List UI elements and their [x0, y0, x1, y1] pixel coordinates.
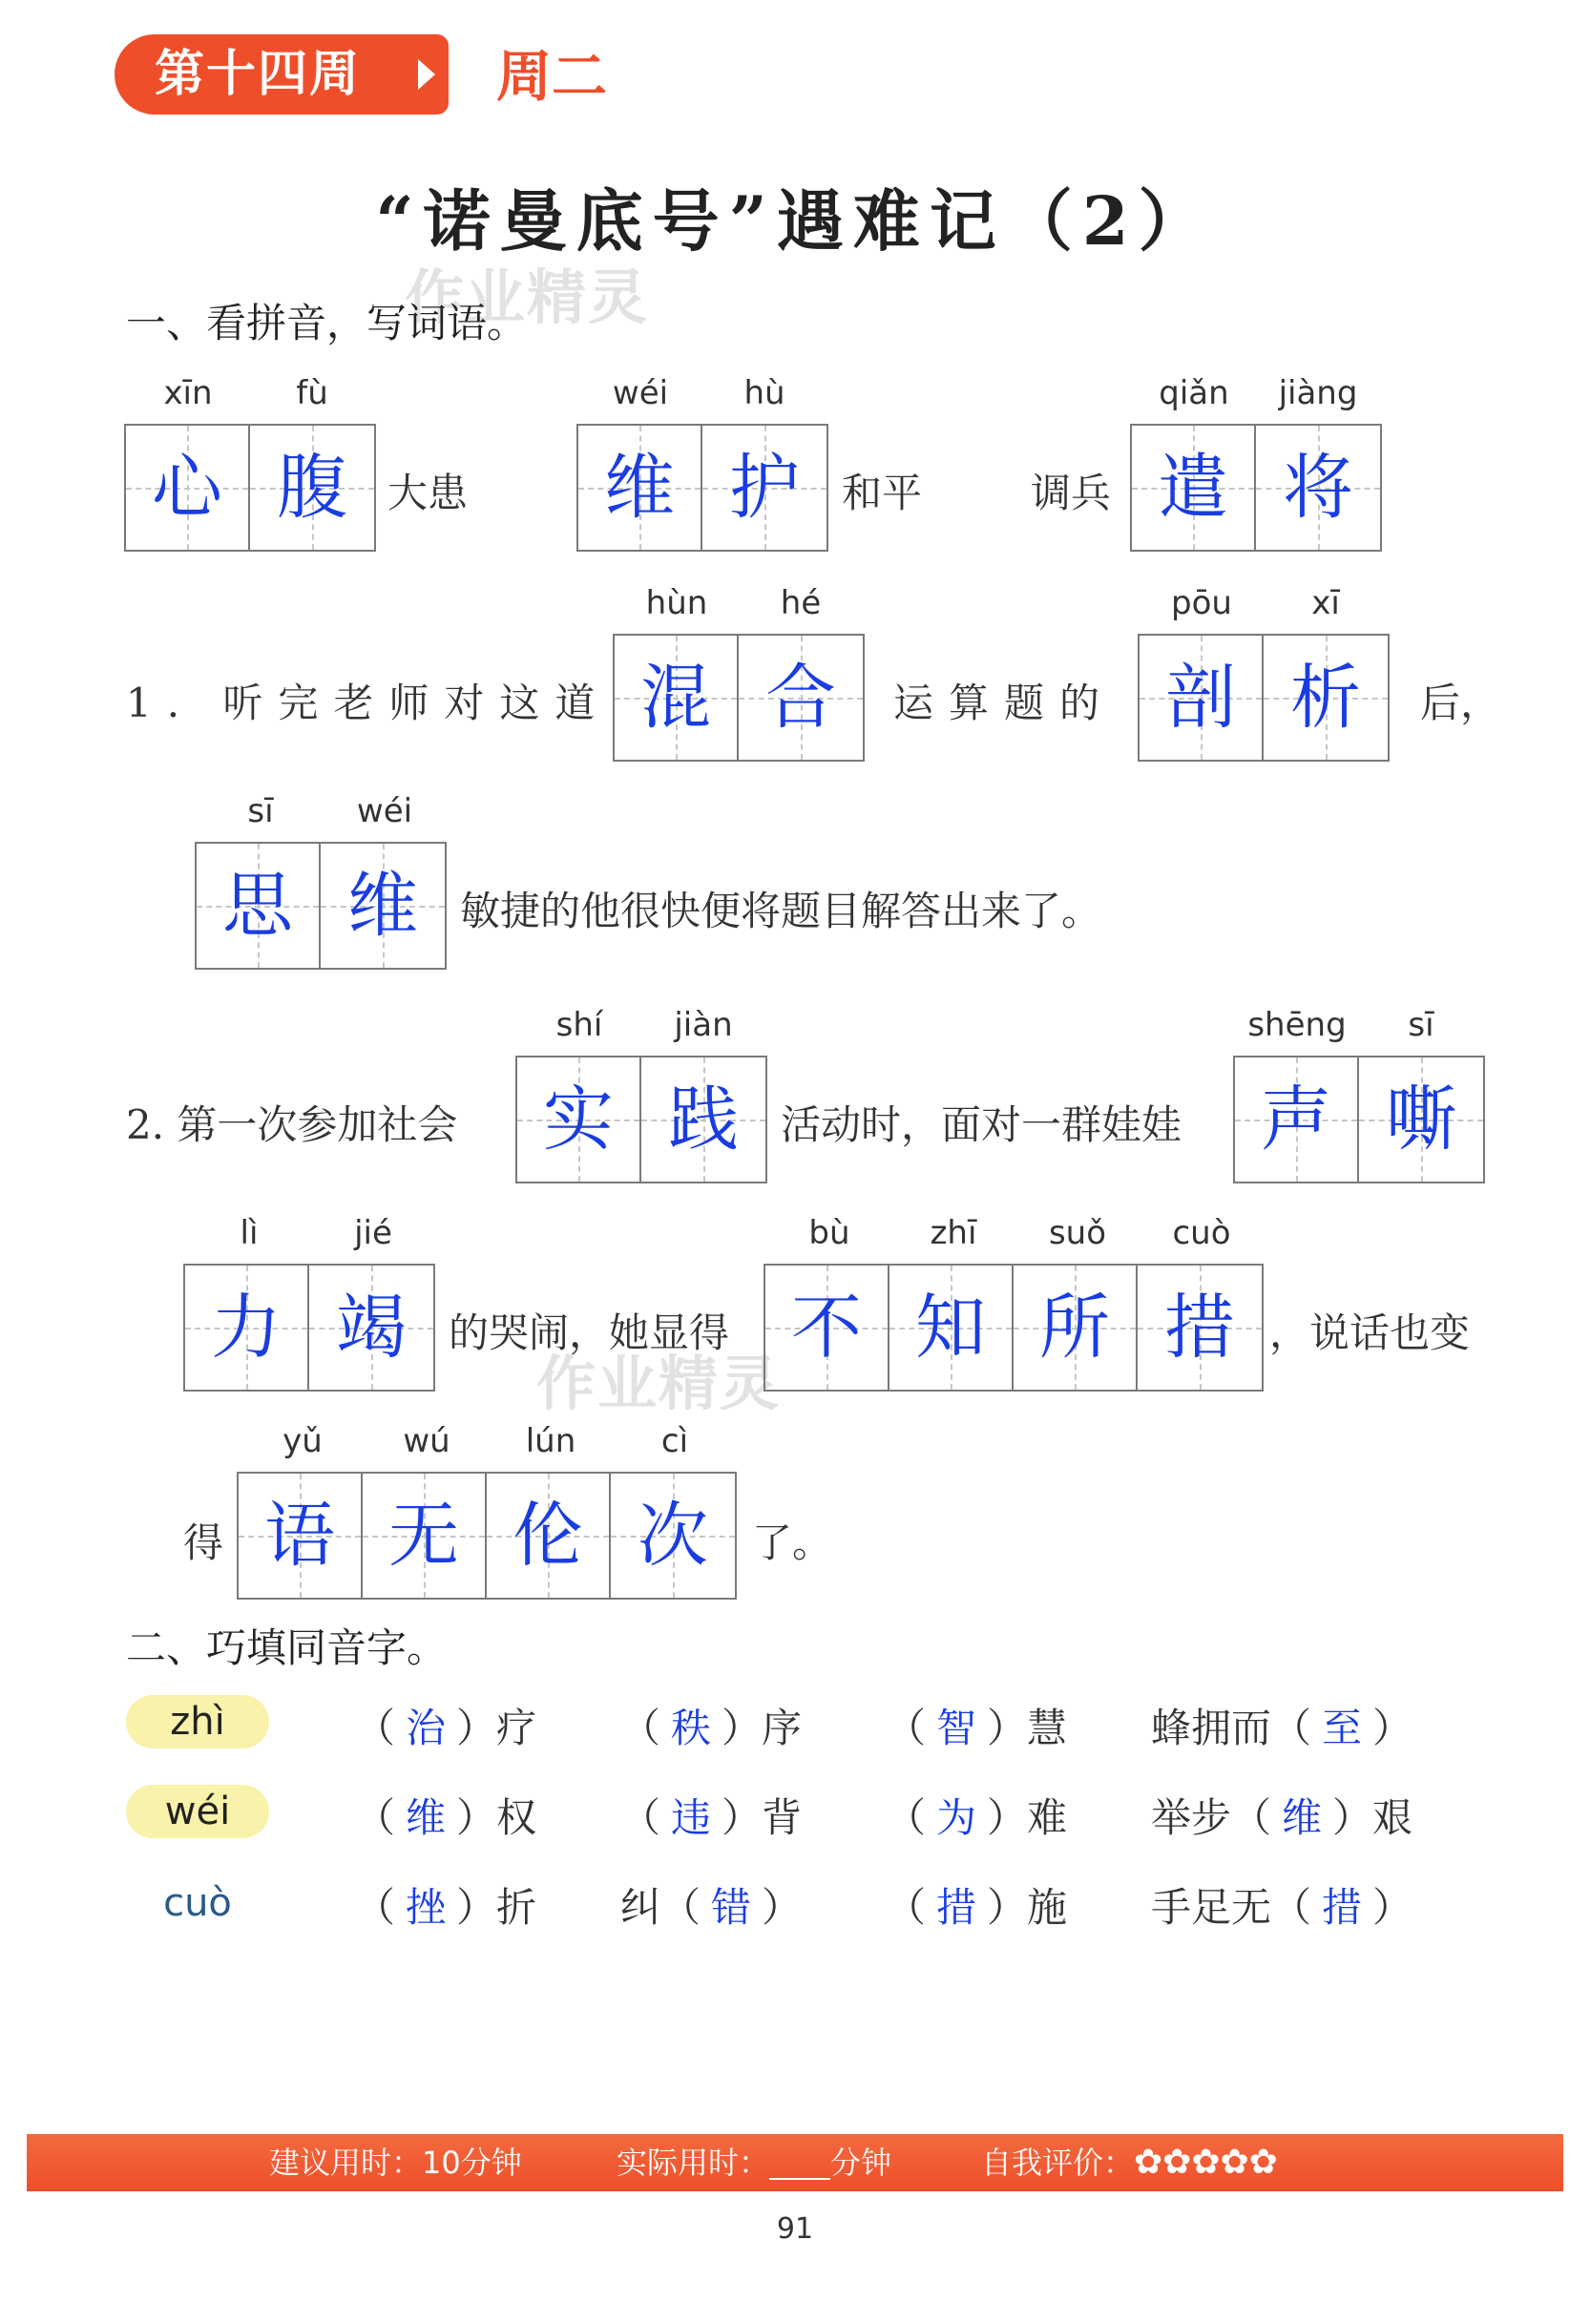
sentence-text: 和平: [842, 470, 923, 516]
sentence-text: 后，: [1420, 680, 1501, 726]
answer-cell: 将: [1256, 426, 1380, 550]
answer-box: [576, 424, 828, 552]
fill-item: （ 智 ）慧: [886, 1705, 1068, 1751]
answer-box: [1138, 634, 1390, 762]
pinyin: shí: [555, 1006, 603, 1044]
answer-box: [1130, 424, 1382, 552]
sentence-text: 的哭闹，她显得: [449, 1309, 730, 1356]
pinyin: hùn: [645, 584, 708, 622]
fill-item: 蜂拥而（ 至 ）: [1151, 1705, 1413, 1751]
answer-cell: 遣: [1132, 426, 1256, 550]
answer-cell: 思: [197, 844, 321, 968]
sentence-text: 运算题的: [893, 680, 1116, 726]
fill-item: 手足无（ 措 ）: [1151, 1884, 1413, 1931]
answer-cell: 伦: [487, 1474, 611, 1598]
answer-box: [515, 1056, 767, 1183]
pinyin: shēng: [1247, 1006, 1347, 1044]
page-title: “诺曼底号”遇难记（2）: [375, 181, 1215, 261]
answer-cell: 合: [739, 636, 863, 760]
sentence-text: 了。: [752, 1519, 833, 1566]
answer-cell: 混: [615, 636, 739, 760]
footer-bar: [27, 2134, 1563, 2191]
answer-cell: 次: [611, 1474, 735, 1598]
week-badge: 第十四周: [115, 34, 449, 115]
answer-cell: 维: [321, 844, 445, 968]
pinyin: cì: [660, 1422, 689, 1460]
sentence-text: 调兵: [1031, 470, 1112, 516]
fill-item: （ 措 ）施: [886, 1884, 1068, 1931]
sentence-text: 2. 第一次参加社会: [126, 1101, 458, 1148]
answer-cell: 无: [363, 1474, 487, 1598]
sentence-text: 活动时，面对一群娃娃: [781, 1101, 1182, 1148]
answer-cell: 不: [765, 1266, 889, 1390]
sentence-text: 敏捷的他很快便将题目解答出来了。: [460, 888, 1102, 934]
sentence-text: ，说话也变: [1269, 1309, 1471, 1356]
badge-arrow-icon: [418, 59, 435, 90]
answer-box: [1233, 1056, 1485, 1183]
pinyin: yǔ: [282, 1422, 323, 1460]
answer-cell: 力: [185, 1266, 309, 1390]
watermark: 作业精灵: [405, 262, 650, 332]
pinyin: cuò: [1172, 1214, 1231, 1252]
answer-box: [613, 634, 865, 762]
answer-cell: 护: [702, 426, 826, 550]
pinyin: hù: [743, 374, 785, 412]
answer-box: [237, 1472, 737, 1600]
answer-cell: 析: [1264, 636, 1388, 760]
pinyin: qiǎn: [1159, 374, 1229, 412]
fill-item: （ 为 ）难: [886, 1794, 1068, 1841]
sentence-text: 大患: [387, 470, 469, 516]
self-evaluation: 自我评价：✿✿✿✿✿: [981, 2143, 1278, 2182]
fill-item: （ 违 ）背: [620, 1794, 803, 1841]
answer-cell: 维: [578, 426, 702, 550]
answer-cell: 知: [889, 1266, 1014, 1390]
page-number: 91: [776, 2212, 814, 2246]
answer-cell: 声: [1235, 1057, 1359, 1182]
answer-cell: 剖: [1140, 636, 1264, 760]
pinyin-highlight: wéi: [126, 1785, 269, 1838]
pinyin: pōu: [1171, 584, 1232, 622]
answer-box: [195, 842, 447, 970]
pinyin-label: cuò: [163, 1881, 232, 1925]
pinyin: lì: [240, 1214, 259, 1252]
section1-heading: 一、看拼音，写词语。: [126, 300, 528, 346]
answer-cell: 腹: [250, 426, 374, 550]
pinyin: jiàng: [1278, 374, 1358, 412]
answer-cell: 措: [1138, 1266, 1262, 1390]
sentence-text: 得: [183, 1519, 224, 1566]
answer-cell: 实: [517, 1057, 641, 1182]
pinyin: fù: [296, 374, 328, 412]
pinyin: wéi: [356, 792, 413, 830]
actual-time: 实际用时： 分钟: [617, 2145, 892, 2181]
answer-cell: 所: [1014, 1266, 1138, 1390]
answer-cell: 语: [239, 1474, 363, 1598]
section2-heading: 二、巧填同音字。: [126, 1624, 448, 1671]
pinyin: hé: [780, 584, 822, 622]
suggested-time: 建议用时：10分钟: [269, 2145, 522, 2181]
answer-box: [764, 1264, 1264, 1392]
pinyin: lún: [525, 1422, 576, 1460]
pinyin: sī: [1408, 1006, 1434, 1044]
pinyin: jiàn: [674, 1006, 733, 1044]
pinyin: xī: [1311, 584, 1340, 622]
fill-item: （ 挫 ）折: [355, 1884, 537, 1931]
answer-box: [124, 424, 376, 552]
answer-box: [183, 1264, 435, 1392]
pinyin: jié: [354, 1214, 392, 1252]
pinyin: sī: [247, 792, 274, 830]
answer-cell: 嘶: [1359, 1057, 1483, 1182]
pinyin: suǒ: [1048, 1214, 1107, 1252]
star-rating-icon[interactable]: ✿✿✿✿✿: [1134, 2143, 1278, 2182]
pinyin: zhī: [930, 1214, 977, 1252]
fill-item: （ 治 ）疗: [355, 1705, 537, 1751]
answer-cell: 心: [126, 426, 250, 550]
fill-item: 纠（ 错 ）: [620, 1884, 803, 1931]
pinyin-highlight: zhì: [126, 1695, 269, 1748]
pinyin: wú: [403, 1422, 450, 1460]
pinyin: xīn: [163, 374, 213, 412]
fill-item: （ 维 ）权: [355, 1794, 537, 1841]
answer-cell: 践: [641, 1057, 765, 1182]
pinyin: bù: [808, 1214, 850, 1252]
fill-item: 举步（ 维 ）艰: [1151, 1794, 1413, 1841]
answer-cell: 竭: [309, 1266, 433, 1390]
sentence-text: 1. 听完老师对这道: [126, 680, 611, 726]
day-label: 周二: [496, 44, 608, 109]
watermark: 作业精灵: [536, 1349, 782, 1418]
pinyin: wéi: [612, 374, 669, 412]
fill-item: （ 秩 ）序: [620, 1705, 803, 1751]
